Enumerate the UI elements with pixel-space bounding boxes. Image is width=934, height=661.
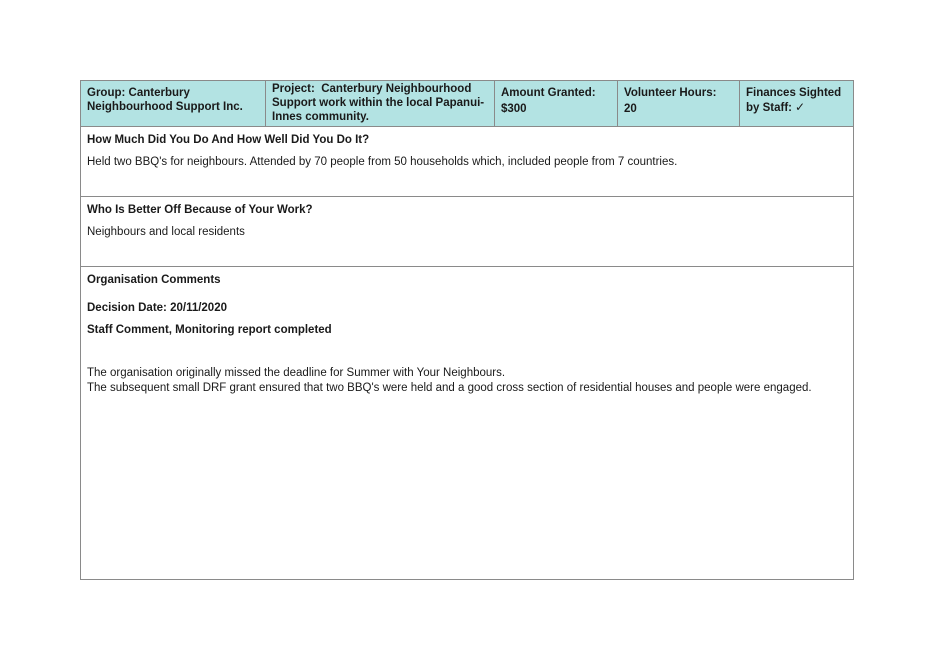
hours-value: 20 [624, 103, 637, 115]
group-value: Canterbury Neighbourhood Support Inc. [87, 87, 243, 113]
amount-value: $300 [501, 103, 527, 115]
report-header-row [81, 81, 853, 127]
how-much-section [81, 127, 853, 197]
better-off-heading: Who Is Better Off Because of Your Work? [87, 204, 313, 216]
better-off-text: Neighbours and local residents [87, 226, 245, 238]
decision-date: Decision Date: 20/11/2020 [87, 302, 227, 314]
group-label: Group: [87, 87, 126, 99]
organisation-comments-section [81, 267, 853, 579]
amount-label: Amount Granted: [501, 87, 596, 99]
volunteer-hours-cell [618, 81, 740, 126]
staff-comment: Staff Comment, Monitoring report completed [87, 324, 332, 336]
comment-paragraph-2: The subsequent small DRF grant ensured that two BBQ's were held and a good cross section of residential houses and people were engaged. [87, 382, 812, 394]
project-value: Canterbury Neighbourhood Support work within the local Papanui-Innes community. [272, 83, 485, 123]
better-off-section [81, 197, 853, 267]
finances-sighted-cell [740, 81, 853, 126]
project-label: Project: [272, 83, 315, 95]
hours-label: Volunteer Hours: [624, 87, 717, 99]
amount-granted-cell [495, 81, 618, 126]
group-cell [81, 81, 266, 126]
monitoring-report-table [80, 80, 854, 580]
organisation-comments-heading: Organisation Comments [87, 274, 221, 286]
how-much-heading: How Much Did You Do And How Well Did You Do It? [87, 134, 370, 146]
comment-paragraph-1: The organisation originally missed the deadline for Summer with Your Neighbours. [87, 367, 506, 379]
project-cell [266, 81, 495, 126]
finances-label: Finances Sighted by Staff: [746, 87, 842, 114]
how-much-text: Held two BBQ's for neighbours. Attended by 70 people from 50 households which, included people from 7 countries. [87, 156, 678, 168]
checkmark-icon: ✓ [795, 100, 806, 114]
